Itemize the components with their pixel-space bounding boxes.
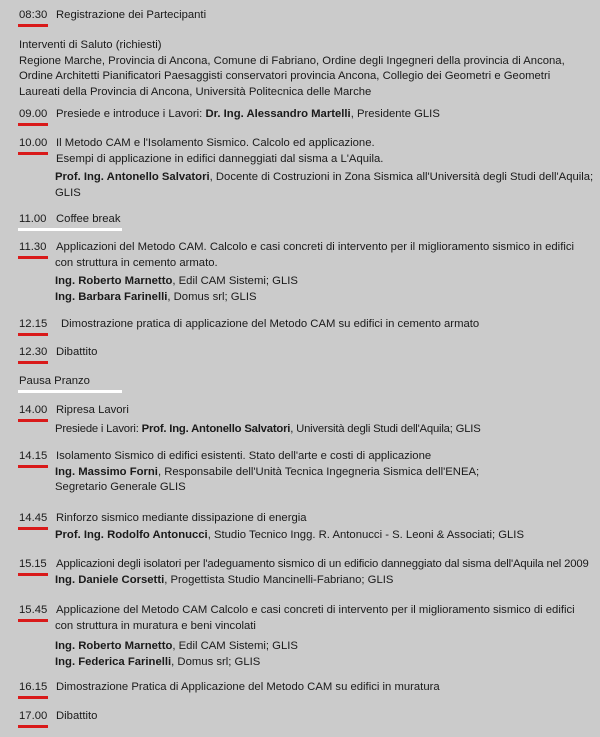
speaker-name: Ing. Roberto Marnetto [55, 275, 173, 287]
item-1545 [19, 603, 592, 670]
speaker-role: , Presidente GLIS [350, 108, 440, 120]
greetings-block [19, 38, 592, 100]
item-1400 [19, 403, 592, 437]
item-0900 [19, 107, 592, 123]
speaker-name: Ing. Massimo Forni [55, 465, 158, 478]
time: 17.00 [19, 710, 48, 722]
time: 14.00 [19, 404, 48, 416]
speaker-role: , Domus srl; GLIS [167, 290, 257, 303]
greetings-title: Interventi di Saluto (richiesti) [19, 39, 162, 51]
item-0830 [19, 8, 592, 24]
time-underline [18, 123, 48, 126]
item-text: Presiede i Lavori: [55, 422, 142, 435]
time-underline [18, 24, 48, 27]
time: 11.00 [19, 213, 47, 225]
time: 12.15 [19, 318, 48, 330]
speaker-role: , Edil CAM Sistemi; GLIS [172, 640, 298, 652]
greetings-line: Regione Marche, Provincia di Ancona, Comune di Fabriano, Ordine degli Ingegneri della provincia di Ancona, [19, 54, 565, 67]
item-text: Il Metodo CAM e l'Isolamento Sismico. Calcolo ed applicazione. [56, 137, 375, 149]
speaker-name: Ing. Federica Farinelli [55, 655, 172, 668]
item-text: Isolamento Sismico di edifici esistenti. Stato dell'arte e costi di applicazione [56, 450, 432, 462]
item-text: Presiede e introduce i Lavori: [56, 108, 206, 120]
time-underline [18, 465, 48, 468]
item-1700 [19, 709, 592, 725]
time-underline [18, 725, 48, 728]
item-1515 [19, 557, 592, 588]
item-1000 [19, 136, 592, 201]
item-text: Applicazione del Metodo CAM Calcolo e casi concreti di intervento per il miglioramento sismico di edifici [56, 604, 575, 616]
item-text: Dimostrazione pratica di applicazione del Metodo CAM su edifici in cemento armato [61, 318, 480, 330]
time: 16.15 [19, 681, 48, 693]
time-underline [18, 527, 48, 530]
time: 10.00 [19, 137, 48, 149]
item-text: con struttura in muratura e beni vincolati [55, 619, 256, 632]
speaker-role: , Docente di Costruzioni in Zona Sismica all'Università degli Studi dell'Aquila; [209, 171, 594, 183]
item-text: Dimostrazione Pratica di Applicazione del Metodo CAM su edifici in muratura [56, 681, 440, 693]
item-text: Applicazioni degli isolatori per l'adeguamento sismico di un edificio danneggiato dal sisma dell'Aquila nel 2009 [56, 558, 589, 570]
item-1130 [19, 240, 592, 305]
item-text: Registrazione dei Partecipanti [56, 9, 207, 21]
time: 14.15 [19, 450, 48, 462]
speaker-role: , Domus srl; GLIS [171, 655, 261, 668]
time: 11.30 [19, 241, 47, 253]
item-1415 [19, 449, 592, 496]
speaker-role: , Studio Tecnico Ingg. R. Antonucci - S. Leoni & Associati; GLIS [207, 528, 524, 541]
speaker-name: Ing. Barbara Farinelli [55, 290, 168, 303]
greetings-line: Laureati della Provincia di Ancona, Università Politecnica delle Marche [19, 85, 372, 98]
speaker-role: , Università degli Studi dell'Aquila; GLIS [290, 422, 481, 435]
time: 15.45 [19, 604, 48, 616]
time-underline [18, 256, 48, 259]
speaker-role: GLIS [55, 186, 81, 199]
time: 15.15 [19, 558, 47, 570]
time-underline [18, 361, 48, 364]
time-underline [18, 333, 48, 336]
break-underline [18, 390, 122, 393]
time: 09.00 [19, 108, 48, 120]
item-text: Ripresa Lavori [56, 404, 129, 416]
item-text: Applicazioni del Metodo CAM. Calcolo e casi concreti di intervento per il miglioramento sismico in edifici [56, 241, 574, 253]
speaker-role: , Responsabile dell'Unità Tecnica Ingegneria Sismica dell'ENEA; [157, 465, 480, 478]
speaker-role: , Edil CAM Sistemi; GLIS [172, 275, 298, 287]
greetings-line: Ordine Architetti Pianificatori Paesaggisti conservatori provincia Ancona, Collegio dei Geometri e Geometri [19, 70, 551, 82]
speaker-role: , Progettista Studio Mancinelli-Fabriano; GLIS [164, 573, 394, 586]
speaker-name: Dr. Ing. Alessandro Martelli [205, 108, 351, 120]
item-1100 [19, 212, 592, 228]
time: 14.45 [19, 512, 48, 524]
item-lunch [19, 374, 592, 390]
time: 08:30 [19, 9, 48, 21]
item-text: Rinforzo sismico mediante dissipazione di energia [56, 512, 307, 524]
speaker-role: Segretario Generale GLIS [55, 481, 186, 493]
speaker-name: Prof. Ing. Antonello Salvatori [141, 422, 291, 435]
time-underline [18, 696, 48, 699]
item-text: con struttura in cemento armato. [55, 256, 218, 269]
item-text: Coffee break [56, 213, 121, 225]
time-underline [18, 152, 48, 155]
time-underline [18, 573, 48, 576]
time-underline [18, 619, 48, 622]
item-text: Dibattito [56, 346, 98, 358]
item-1615 [19, 680, 592, 696]
item-text: Pausa Pranzo [19, 375, 90, 387]
item-text: Dibattito [56, 710, 98, 722]
speaker-name: Prof. Ing. Rodolfo Antonucci [55, 528, 208, 541]
item-1230 [19, 345, 592, 361]
speaker-name: Ing. Daniele Corsetti [55, 573, 165, 586]
speaker-name: Ing. Roberto Marnetto [55, 640, 173, 652]
item-text: Esempi di applicazione in edifici danneggiati dal sisma a L'Aquila. [56, 152, 384, 165]
item-1445 [19, 511, 592, 543]
speaker-name: Prof. Ing. Antonello Salvatori [55, 171, 210, 183]
time-underline [18, 419, 48, 422]
item-1215 [19, 317, 592, 333]
time: 12.30 [19, 346, 48, 358]
break-underline [18, 228, 122, 231]
